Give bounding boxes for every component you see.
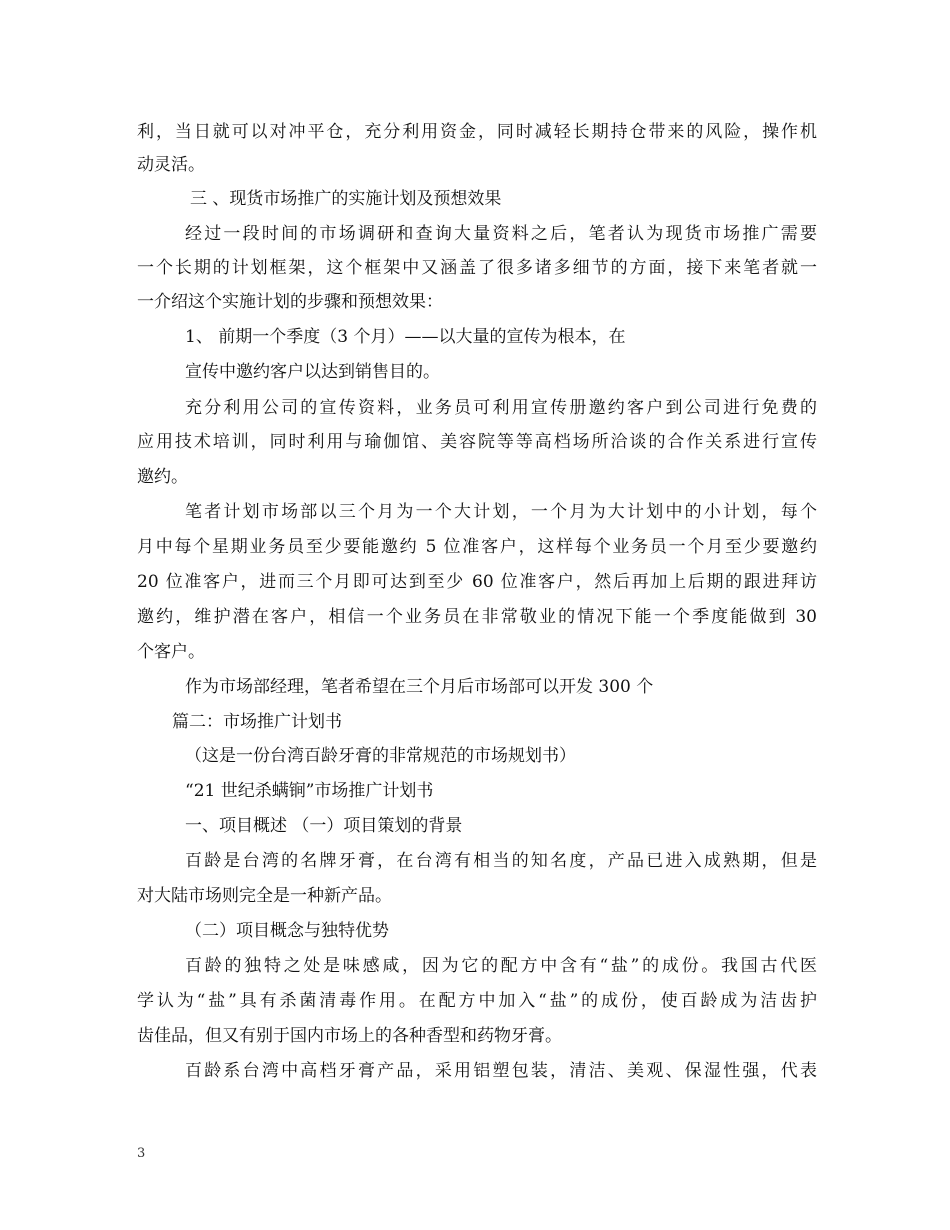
text-line: 应用技术培训，同时利用与瑜伽馆、美容院等等高档场所洽谈的合作关系进行宣传 bbox=[137, 432, 817, 452]
text-line: 宣传中邀约客户以达到销售目的。 bbox=[185, 362, 440, 382]
text-line: 学认为“盐”具有杀菌清毒作用。在配方中加入“盐”的成份，使百龄成为洁齿护 bbox=[137, 991, 817, 1011]
text-line: 百龄的独特之处是味感咸，因为它的配方中含有“盐”的成份。我国古代医 bbox=[185, 956, 817, 976]
text-line: 齿佳品，但又有别于国内市场上的各种香型和药物牙膏。 bbox=[137, 1026, 562, 1046]
text-line: 经过一段时间的市场调研和查询大量资料之后，笔者认为现货市场推广需要 bbox=[185, 224, 817, 244]
text-line: （这是一份台湾百龄牙膏的非常规范的市场规划书） bbox=[185, 746, 576, 766]
text-line: 邀约。 bbox=[137, 467, 188, 487]
text-line: 一介绍这个实施计划的步骤和预想效果： bbox=[137, 292, 443, 312]
text-line: 百龄系台湾中高档牙膏产品，采用铝塑包装，清洁、美观、保湿性强，代表 bbox=[185, 1061, 817, 1081]
page-number: 3 bbox=[137, 1146, 146, 1161]
section-heading: 一、项目概述 （一）项目策划的背景 bbox=[185, 816, 463, 836]
text-line: 利，当日就可以对冲平仓，充分利用资金，同时减轻长期持仓带来的风险，操作机 bbox=[137, 122, 817, 142]
text-line: 百龄是台湾的名牌牙膏，在台湾有相当的知名度，产品已进入成熟期，但是 bbox=[185, 851, 817, 871]
text-line: 动灵活。 bbox=[137, 155, 205, 175]
section-heading: （二）项目概念与独特优势 bbox=[185, 921, 389, 941]
section-heading: 三 、现货市场推广的实施计划及预想效果 bbox=[190, 189, 502, 209]
text-line: 作为市场部经理，笔者希望在三个月后市场部可以开发 300 个 bbox=[185, 677, 654, 697]
text-line: 笔者计划市场部以三个月为一个大计划，一个月为大计划中的小计划，每个 bbox=[185, 502, 817, 522]
text-line: 月中每个星期业务员至少要能邀约 5 位准客户，这样每个业务员一个月至少要邀约 bbox=[137, 537, 817, 557]
text-line: 邀约，维护潜在客户，相信一个业务员在非常敬业的情况下能一个季度能做到 30 bbox=[137, 607, 817, 627]
list-item: 1、 前期一个季度（3 个月）——以大量的宣传为根本，在 bbox=[185, 327, 626, 347]
document-title: “21 世纪杀螨锏”市场推广计划书 bbox=[185, 781, 434, 801]
text-line: 一个长期的计划框架，这个框架中又涵盖了很多诸多细节的方面，接下来笔者就一 bbox=[137, 258, 817, 278]
text-line: 20 位准客户，进而三个月即可达到至少 60 位准客户，然后再加上后期的跟进拜访 bbox=[137, 572, 817, 592]
text-line: 个客户。 bbox=[137, 642, 205, 662]
text-line: 对大陆市场则完全是一种新产品。 bbox=[137, 886, 392, 906]
text-line: 充分利用公司的宣传资料，业务员可利用宣传册邀约客户到公司进行免费的 bbox=[185, 398, 817, 418]
section-heading: 篇二：市场推广计划书 bbox=[172, 712, 342, 732]
